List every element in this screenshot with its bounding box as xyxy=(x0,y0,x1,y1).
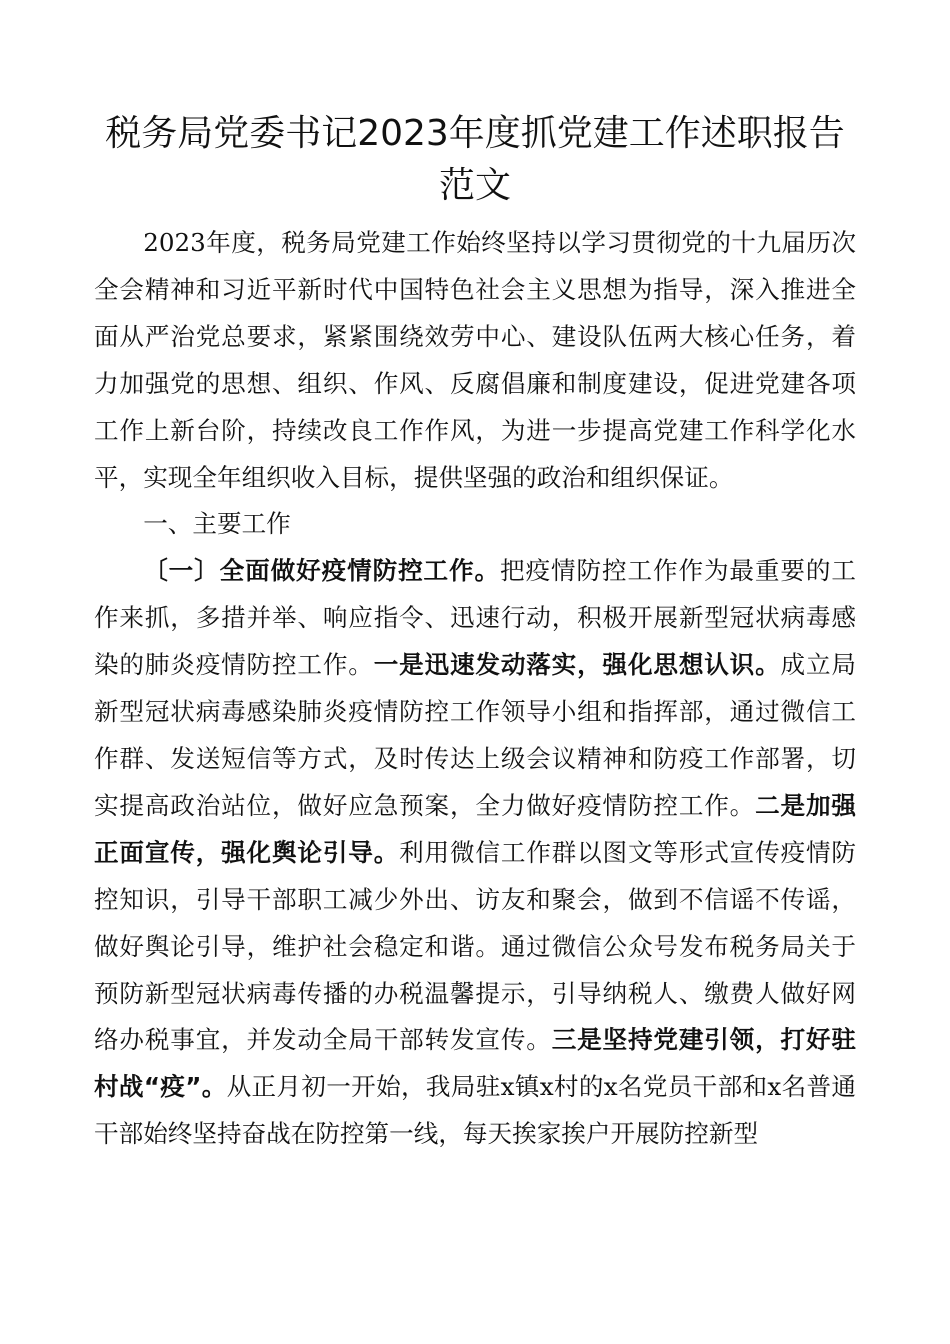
intro-paragraph: 2023年度，税务局党建工作始终坚持以学习贯彻党的十九届历次全会精神和习近平新时代中国特色社会主义思想为指导，深入推进全面从严治党总要求，紧紧围绕效劳中心、建设队伍两大核心任务，着力加强党的思想、组织、作风、反腐倡廉和制度建设，促进党建各项工作上新台阶，持续改良工作作风，为进一步提高党建工作科学化水平，实现全年组织收入目标，提供坚强的政治和组织保证。 xyxy=(94,228,856,492)
point2-lead: 二是加强正面宣传，强化舆论引导。 xyxy=(94,790,856,867)
subsection-lead: 〔一〕全面做好疫情防控工作。 xyxy=(143,556,501,586)
point3-lead: 三是坚持党建引领，打好驻村战“疫”。 xyxy=(94,1025,856,1102)
point3-text: 从正月初一开始，我局驻x镇x村的x名党员干部和x名普通干部始终坚持奋战在防控第一线，每天挨家挨户开展防控新型 xyxy=(94,1072,856,1149)
point1-lead: 一是迅速发动落实，强化思想认识。 xyxy=(373,650,781,680)
point2-text: 利用微信工作群以图文等形式宣传疫情防控知识，引导干部职工减少外出、访友和聚会，做到不信谣不传谣，做好舆论引导，维护社会稳定和谐。通过微信公众号发布税务局关于预防新型冠状病毒传播的办税温馨提示，引导纳税人、缴费人做好网络办税事宜，并发动全局干部转发宣传。 xyxy=(94,837,856,1055)
subsection-paragraph xyxy=(94,548,856,1158)
document-page xyxy=(94,108,856,1158)
document-title: 税务局党委书记2023年度抓党建工作述职报告范文 xyxy=(105,113,845,206)
subsection-text: 把疫情防控工作作为最重要的工作来抓，多措并举、响应指令、迅速行动，积极开展新型冠状病毒感染的肺炎疫情防控工作。 xyxy=(94,556,856,680)
point1-text: 成立局新型冠状病毒感染肺炎疫情防控工作领导小组和指挥部，通过微信工作群、发送短信等方式，及时传达上级会议精神和防疫工作部署，切实提高政治站位，做好应急预案，全力做好疫情防控工作。 xyxy=(94,650,856,820)
section-heading: 一、主要工作 xyxy=(143,509,291,539)
